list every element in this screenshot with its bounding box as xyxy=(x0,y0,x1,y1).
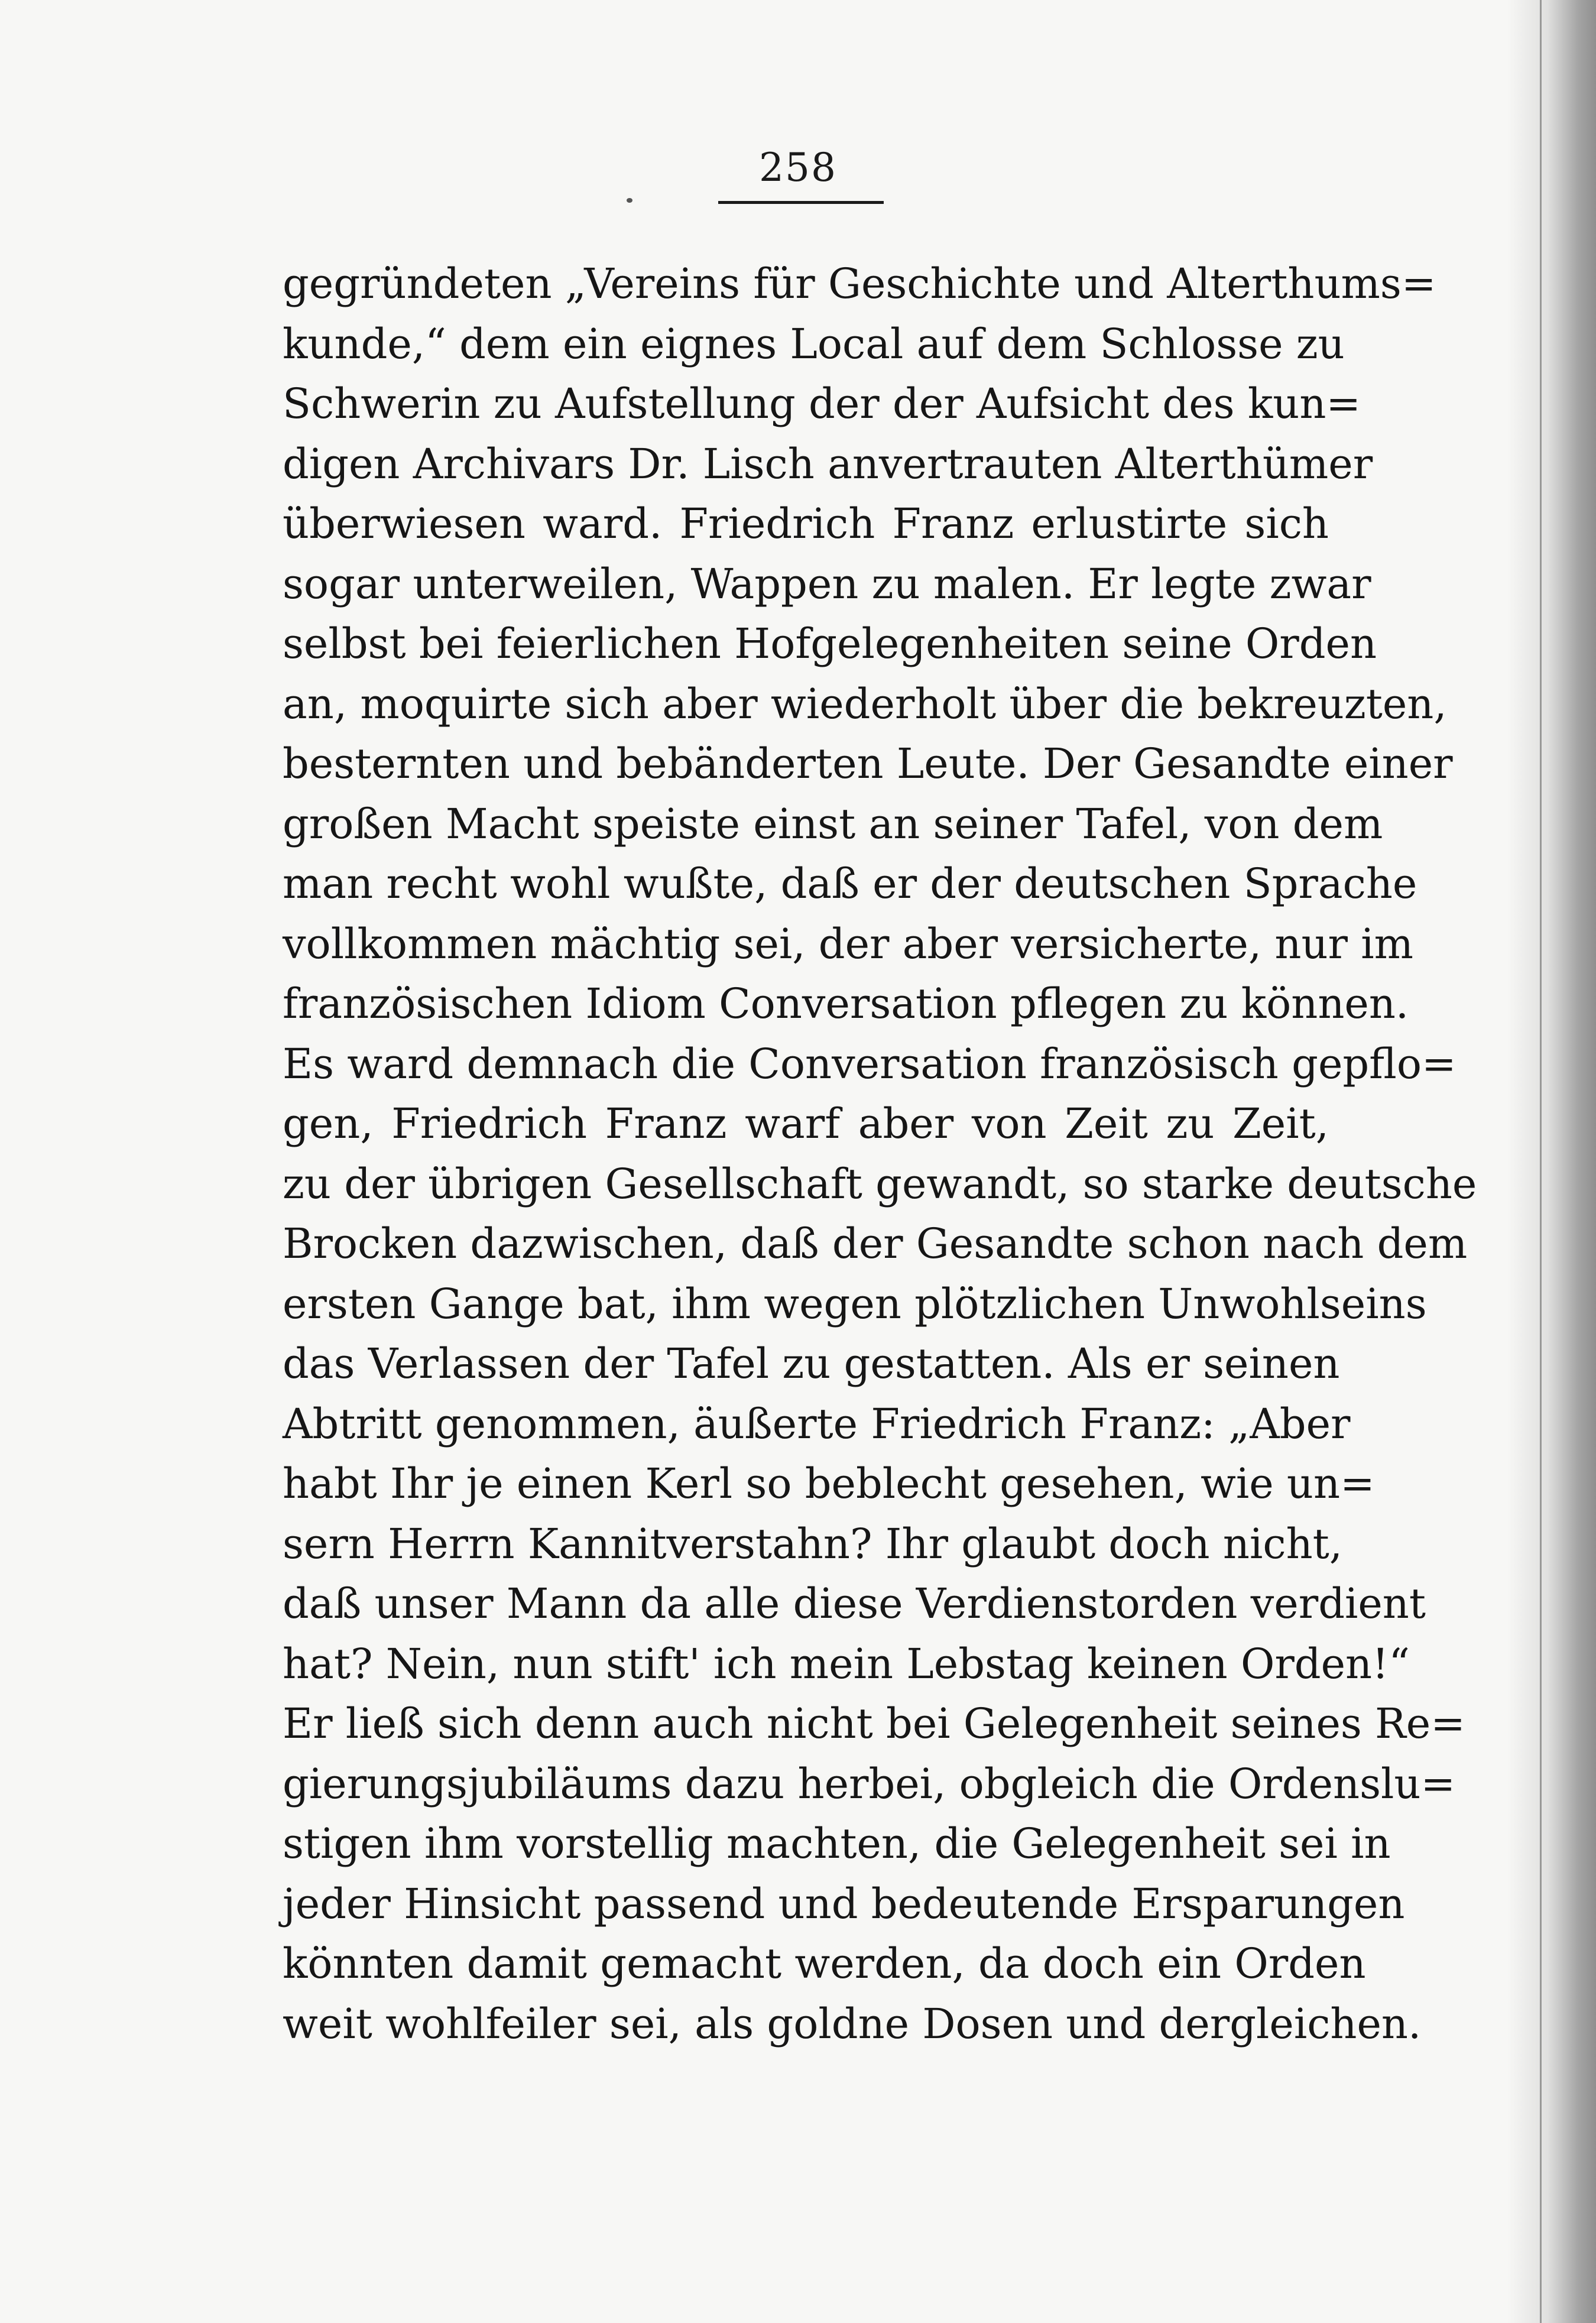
text-line: das Verlassen der Tafel zu gestatten. Als er seinen xyxy=(283,1339,1340,1388)
text-line: besternten und bebänderten Leute. Der Gesandte einer xyxy=(283,739,1453,788)
text-line: gierungsjubiläums dazu herbei, obgleich die Ordenslu= xyxy=(283,1759,1456,1808)
text-line: digen Archivars Dr. Lisch anvertrauten Alterthümer xyxy=(283,439,1373,488)
text-line: habt Ihr je einen Kerl so beblecht gesehen, wie un= xyxy=(283,1459,1375,1508)
body-text xyxy=(283,254,1477,2054)
text-line: zu der übrigen Gesellschaft gewandt, so starke deutsche xyxy=(283,1159,1477,1208)
text-line: Abtritt genommen, äußerte Friedrich Franz: „Aber xyxy=(283,1399,1351,1448)
text-line: selbst bei feierlichen Hofgelegenheiten seine Orden xyxy=(283,619,1377,668)
text-line: französischen Idiom Conversation pflegen zu können. xyxy=(283,979,1409,1028)
page-gutter-shadow xyxy=(1507,0,1596,2323)
text-line: könnten damit gemacht werden, da doch ein Orden xyxy=(283,1939,1366,1988)
page-number-rule xyxy=(718,201,884,204)
print-speck xyxy=(627,198,632,203)
text-line: kunde,“ dem ein eignes Local auf dem Schlosse zu xyxy=(283,319,1345,368)
text-line: großen Macht speiste einst an seiner Tafel, von dem xyxy=(283,799,1383,848)
text-line: weit wohlfeiler sei, als goldne Dosen und dergleichen. xyxy=(283,1999,1422,2048)
text-line: an, moquirte sich aber wiederholt über die bekreuzten, xyxy=(283,679,1447,728)
text-line: vollkommen mächtig sei, der aber versicherte, nur im xyxy=(283,919,1414,968)
text-line: man recht wohl wußte, daß er der deutschen Sprache xyxy=(283,859,1417,908)
page-number: 258 xyxy=(759,145,837,190)
text-line: hat? Nein, nun stift' ich mein Lebstag keinen Orden!“ xyxy=(283,1639,1410,1688)
text-line: Brocken dazwischen, daß der Gesandte schon nach dem xyxy=(283,1219,1468,1268)
text-line: sogar unterweilen, Wappen zu malen. Er legte zwar xyxy=(283,559,1371,608)
text-line: gegründeten „Vereins für Geschichte und Alterthums= xyxy=(283,259,1436,308)
page-edge-line xyxy=(1540,0,1542,2323)
text-line: ersten Gange bat, ihm wegen plötzlichen Unwohlseins xyxy=(283,1279,1427,1328)
text-line: überwiesen ward. Friedrich Franz erlustirte sich xyxy=(283,499,1329,548)
text-line: Schwerin zu Aufstellung der der Aufsicht des kun= xyxy=(283,379,1361,428)
text-line: Es ward demnach die Conversation französisch gepflo= xyxy=(283,1039,1456,1088)
text-line: gen, Friedrich Franz warf aber von Zeit zu Zeit, xyxy=(283,1099,1329,1148)
text-line: jeder Hinsicht passend und bedeutende Ersparungen xyxy=(283,1879,1405,1928)
text-line: stigen ihm vorstellig machten, die Gelegenheit sei in xyxy=(283,1819,1391,1868)
text-line: sern Herrn Kannitverstahn? Ihr glaubt doch nicht, xyxy=(283,1519,1343,1568)
text-line: daß unser Mann da alle diese Verdienstorden verdient xyxy=(283,1579,1426,1628)
text-line: Er ließ sich denn auch nicht bei Gelegenheit seines Re= xyxy=(283,1699,1465,1748)
